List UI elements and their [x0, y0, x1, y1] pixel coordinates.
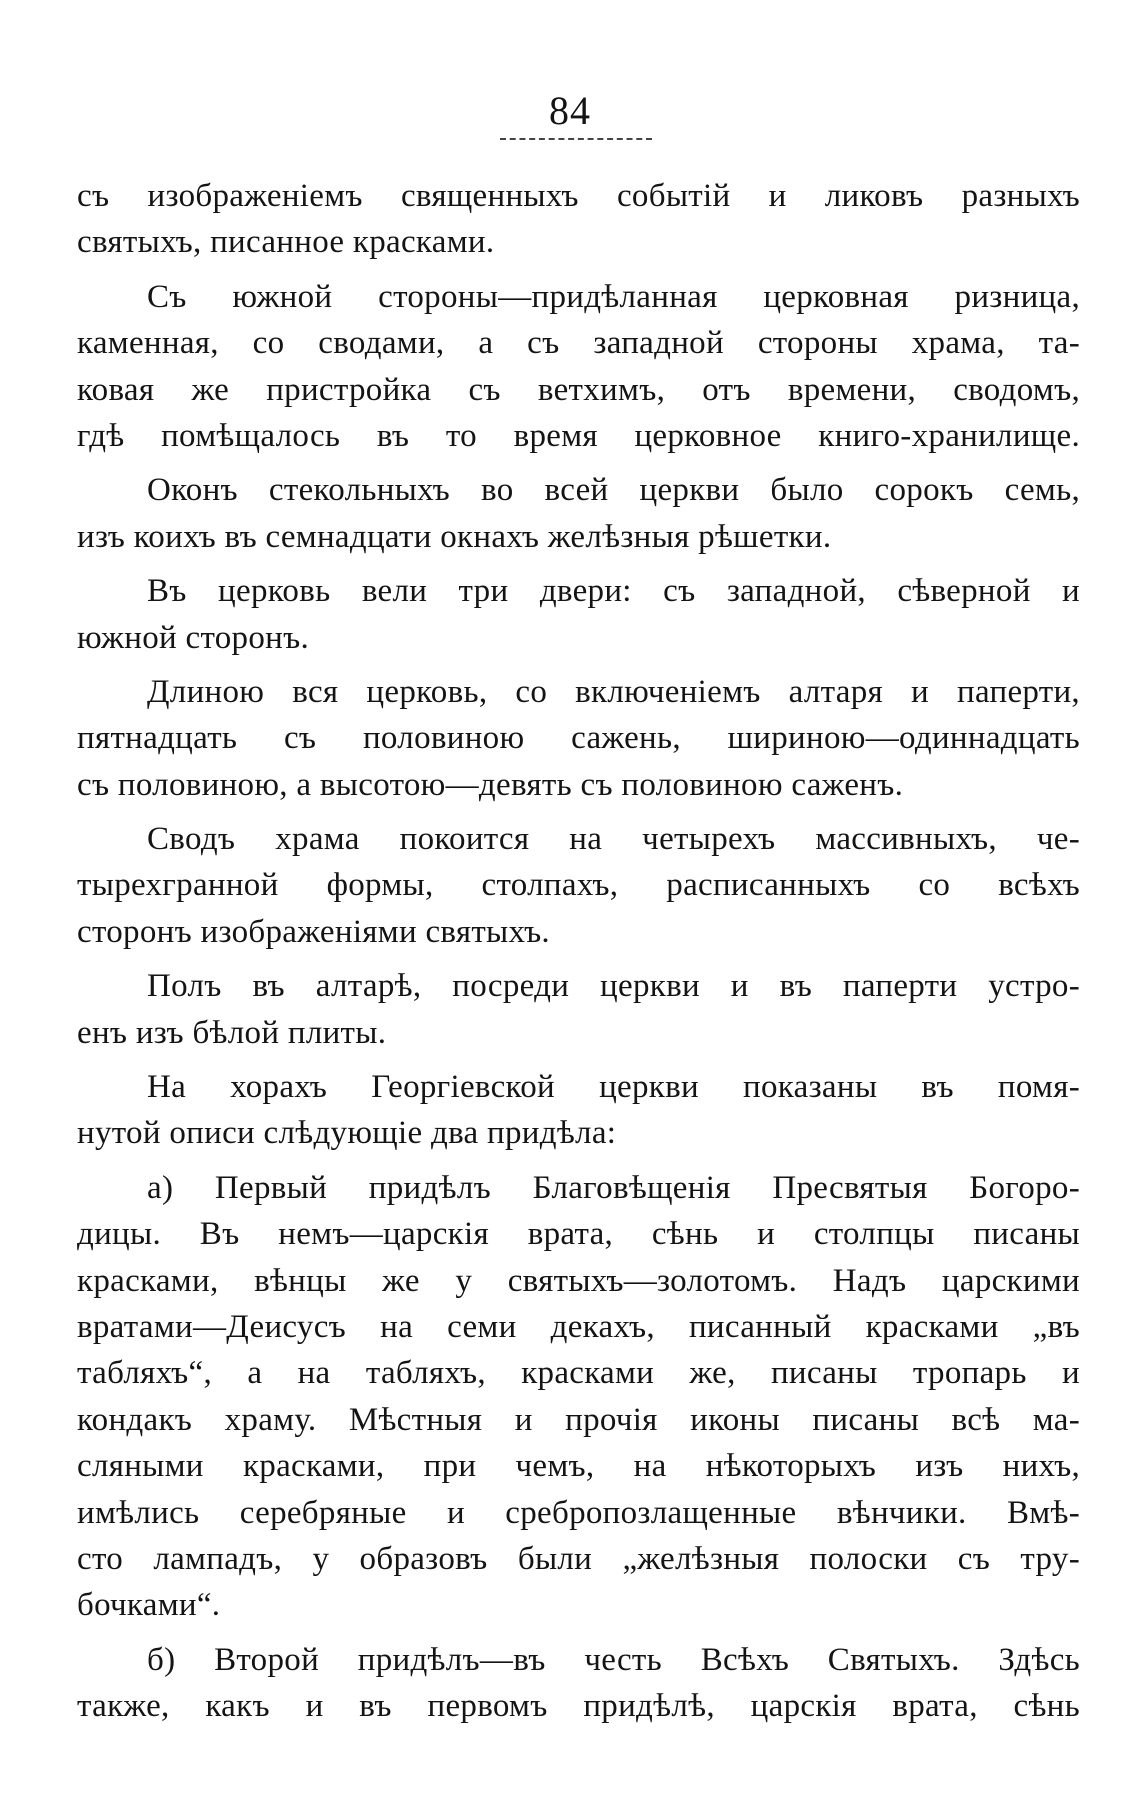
text-line: каменная, со сводами, а съ западной стороны храма, та- [77, 325, 1080, 362]
body-text [77, 173, 1080, 1730]
text-line: съ половиною, а высотою—девять съ половиною саженъ. [77, 766, 904, 803]
text-line: Полъ въ алтарѣ, посреди церкви и въ паперти устро- [147, 968, 1080, 1005]
text-line: южной сторонъ. [77, 619, 310, 656]
text-line: На хорахъ Георгіевской церкви показаны въ помя- [147, 1069, 1080, 1106]
text-line: табляхъ“, а на табляхъ, красками же, писаны тропарь и [77, 1355, 1080, 1392]
text-line: святыхъ, писанное красками. [77, 224, 495, 261]
text-line: Въ церковь вели три двери: съ западной, сѣверной и [147, 573, 1080, 610]
text-line: Длиною вся церковь, со включеніемъ алтаря и паперти, [147, 673, 1080, 710]
text-line: б) Второй придѣлъ—въ честь Всѣхъ Святыхъ. Здѣсь [147, 1641, 1080, 1678]
text-line: сторонъ изображеніями святыхъ. [77, 913, 550, 950]
text-line: сто лампадъ, у образовъ были „желѣзныя полоски съ тру- [77, 1540, 1080, 1577]
text-line: а) Первый придѣлъ Благовѣщенія Пресвятыя Богоро- [147, 1169, 1080, 1206]
text-line: также, какъ и въ первомъ придѣлѣ, царскія врата, сѣнь [77, 1688, 1080, 1725]
text-line: дицы. Въ немъ—царскія врата, сѣнь и столпцы писаны [77, 1216, 1080, 1253]
text-line: гдѣ помѣщалось въ то время церковное книго-хранилище. [77, 417, 1080, 454]
text-line: Оконъ стекольныхъ во всей церкви было сорокъ семь, [147, 472, 1080, 509]
text-line: Съ южной стороны—придѣланная церковная ризница, [147, 278, 1080, 315]
page-number-rule [500, 138, 652, 140]
text-line: бочками“. [77, 1587, 221, 1624]
text-line: изъ коихъ въ семнадцати окнахъ желѣзныя рѣшетки. [77, 518, 832, 555]
text-line: нутой описи слѣдующіе два придѣла: [77, 1115, 617, 1152]
text-line: вратами—Деисусъ на семи декахъ, писанный красками „въ [77, 1308, 1080, 1345]
text-line: кондакъ храму. Мѣстныя и прочія иконы писаны всѣ ма- [77, 1401, 1080, 1438]
text-line: ковая же пристройка съ ветхимъ, отъ времени, сводомъ, [77, 371, 1080, 408]
text-line: сляными красками, при чемъ, на нѣкоторыхъ изъ нихъ, [77, 1448, 1080, 1485]
text-line: имѣлись серебряные и сребропозлащенные вѣнчики. Вмѣ- [77, 1494, 1080, 1531]
text-line: красками, вѣнцы же у святыхъ—золотомъ. Надъ царскими [77, 1262, 1080, 1299]
text-line: енъ изъ бѣлой плиты. [77, 1014, 387, 1051]
text-line: пятнадцать съ половиною сажень, шириною—одиннадцать [77, 720, 1080, 757]
page-number: 84 [549, 88, 591, 133]
text-line: тырехгранной формы, столпахъ, расписанныхъ со всѣхъ [77, 867, 1080, 904]
text-line: Сводъ храма покоится на четырехъ массивныхъ, че- [147, 821, 1080, 858]
text-line: съ изображеніемъ священныхъ событій и ликовъ разныхъ [77, 178, 1080, 214]
